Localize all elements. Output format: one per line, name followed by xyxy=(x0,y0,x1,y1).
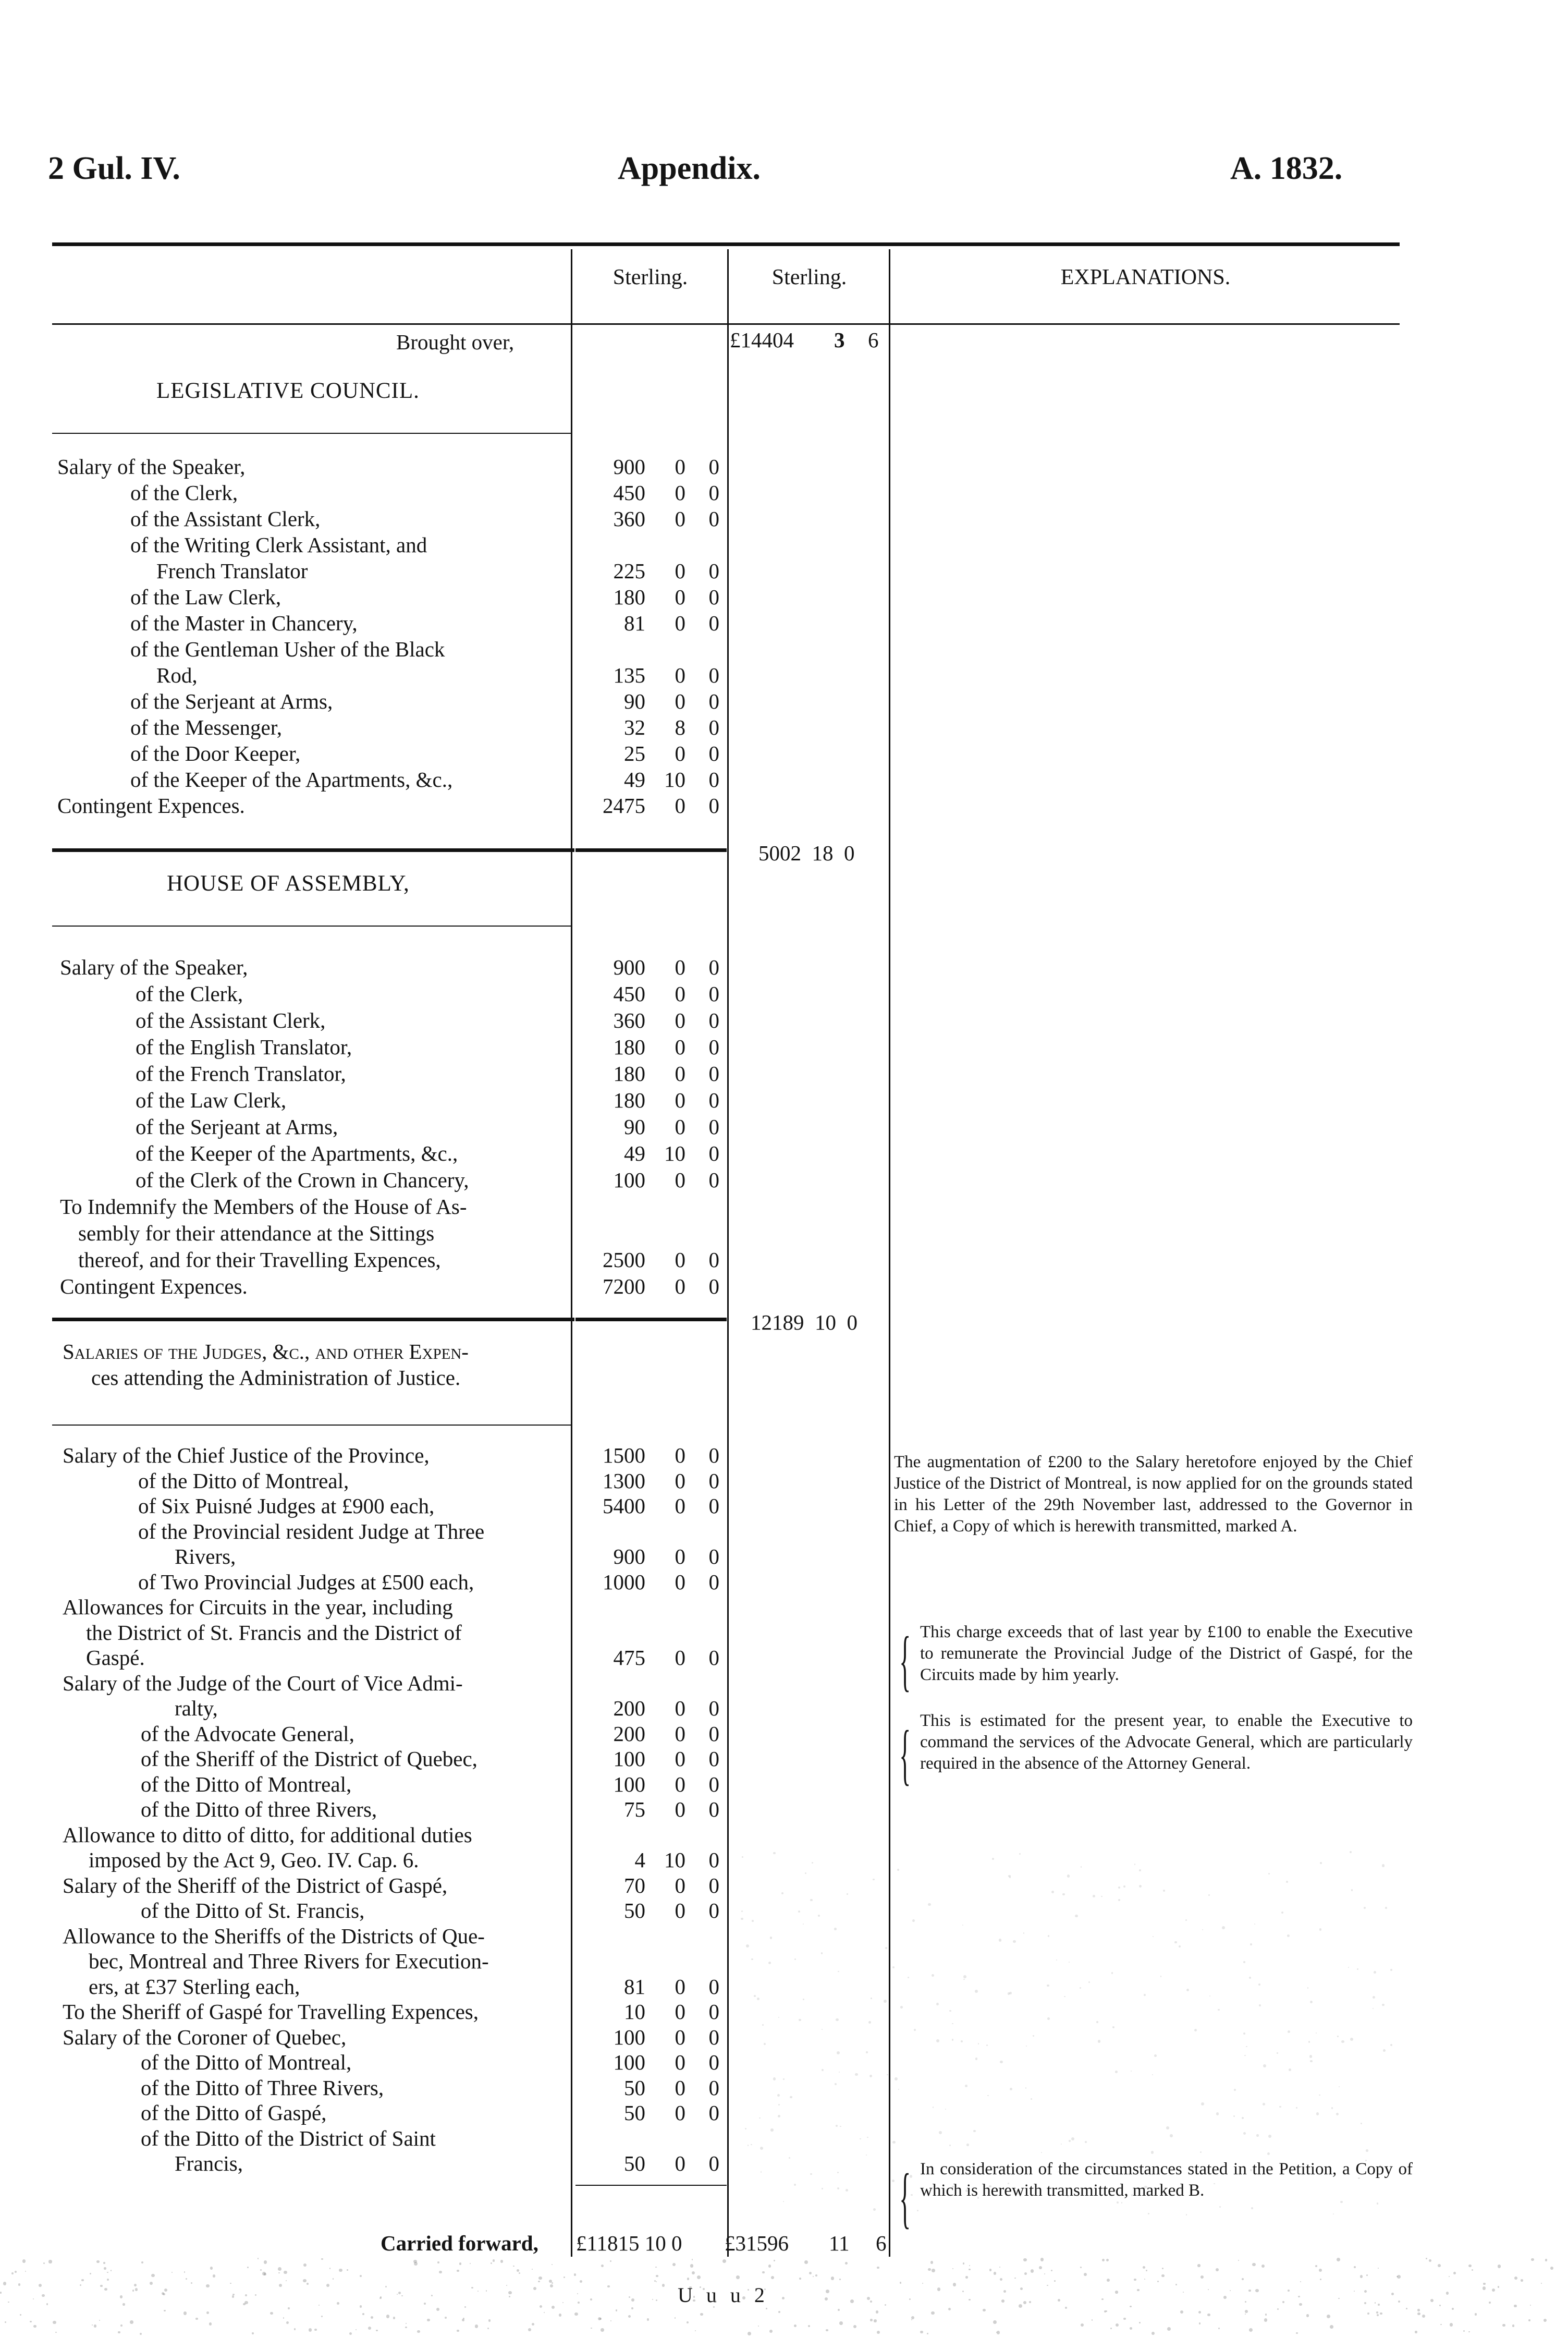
brought-over-pence: 6 xyxy=(868,328,879,352)
ledger-row xyxy=(0,1872,1568,1898)
ledger-row-shillings: 0 xyxy=(675,2000,685,2024)
ledger-row-shillings: 0 xyxy=(675,1035,685,1059)
ledger-row-label: of the French Translator, xyxy=(136,1062,346,1086)
ledger-row xyxy=(0,1114,1568,1140)
brought-over-label: Brought over, xyxy=(396,330,514,354)
ledger-row-shillings: 0 xyxy=(675,2075,685,2100)
ledger-row xyxy=(0,688,1568,714)
ledger-row-label: thereof, and for their Travelling Expences, xyxy=(78,1248,441,1272)
ledger-row xyxy=(0,1220,1568,1246)
signature-mark: U u u 2 xyxy=(678,2283,769,2307)
ledger-row xyxy=(0,766,1568,793)
ledger-row xyxy=(0,1822,1568,1848)
ledger-row-pence: 0 xyxy=(708,794,719,818)
ledger-row xyxy=(0,1847,1568,1873)
ledger-row-shillings: 0 xyxy=(675,1088,685,1112)
explanation-advocate-general: This is estimated for the present year, to enable the Executive to command the services of the Advocate General, which are particularly required in the absence of the Attorney General. xyxy=(920,1711,1413,1773)
ledger-row-pounds: 50 xyxy=(624,2101,645,2125)
ledger-row-pence: 0 xyxy=(708,1873,719,1897)
ledger-row-label: of the Ditto of Three Rivers, xyxy=(141,2075,384,2100)
ledger-row-shillings: 0 xyxy=(675,1772,685,1796)
ledger-row xyxy=(0,480,1568,506)
ledger-row-pence: 0 xyxy=(708,1721,719,1746)
ledger-row-pence: 0 xyxy=(708,1062,719,1086)
carried-forward-shillings: 11 xyxy=(829,2231,850,2255)
ledger-row-label: ralty, xyxy=(175,1696,218,1720)
ledger-row-label: of the Clerk of the Crown in Chancery, xyxy=(136,1168,469,1192)
ledger-row-shillings: 0 xyxy=(675,1274,685,1298)
ledger-row xyxy=(0,2125,1568,2151)
brought-over-amount: £14404 xyxy=(730,328,794,352)
ledger-row-pounds: 180 xyxy=(613,1062,645,1086)
ledger-row-pounds: 225 xyxy=(613,559,645,583)
ledger-row-label: of the Gentleman Usher of the Black xyxy=(130,637,445,661)
carried-forward-label: Carried forward, xyxy=(381,2231,538,2255)
ledger-row xyxy=(0,1948,1568,1974)
ledger-row-pounds: 135 xyxy=(613,663,645,687)
ledger-row-pence: 0 xyxy=(708,1772,719,1796)
ledger-row xyxy=(0,532,1568,558)
column-header-sterling-2: Sterling. xyxy=(771,265,847,289)
ledger-row-shillings: 0 xyxy=(675,982,685,1006)
ledger-row-shillings: 0 xyxy=(675,1248,685,1272)
ledger-row-pence: 0 xyxy=(708,611,719,635)
ledger-row-label: To Indemnify the Members of the House of As- xyxy=(60,1195,467,1219)
ledger-row-pounds: 7200 xyxy=(603,1274,645,1298)
brace-circuits: { xyxy=(899,1623,911,1698)
ledger-row xyxy=(0,558,1568,584)
ledger-row-label: of the Sheriff of the District of Quebec, xyxy=(141,1747,477,1771)
ledger-row-label: sembly for their attendance at the Sittings xyxy=(78,1221,435,1245)
ledger-row-label: of the Keeper of the Apartments, &c., xyxy=(130,768,453,792)
ledger-row-shillings: 0 xyxy=(675,1115,685,1139)
total-pence: 0 xyxy=(847,1310,858,1334)
ledger-row-shillings: 0 xyxy=(675,1696,685,1720)
ledger-row-label: French Translator xyxy=(156,559,308,583)
explanation-petition: In consideration of the circumstances stated in the Petition, a Copy of which is herewith transmitted, marked B. xyxy=(920,2160,1413,2200)
ledger-row xyxy=(0,1194,1568,1220)
ledger-row-label: of the Master in Chancery, xyxy=(130,611,358,635)
header-year: A. 1832. xyxy=(1230,151,1343,186)
ledger-row-pounds: 25 xyxy=(624,741,645,765)
ledger-row-pounds: 5400 xyxy=(603,1494,645,1518)
ledger-row-label: To the Sheriff of Gaspé for Travelling Expences, xyxy=(63,2000,479,2024)
column-header-sterling-1: Sterling. xyxy=(612,265,688,289)
ledger-row-shillings: 0 xyxy=(675,1168,685,1192)
ledger-row-label: of the Ditto of Montreal, xyxy=(141,2050,352,2074)
ledger-row-shillings: 0 xyxy=(675,1646,685,1670)
ledger-row-label: of the Writing Clerk Assistant, and xyxy=(130,533,427,557)
ledger-row-shillings: 0 xyxy=(675,481,685,505)
carried-forward-rule xyxy=(575,2185,727,2186)
ledger-row-shillings: 0 xyxy=(675,1062,685,1086)
ledger-row-shillings: 0 xyxy=(675,507,685,531)
brace-petition: { xyxy=(899,2160,911,2235)
ledger-row-pounds: 50 xyxy=(624,1898,645,1922)
ledger-row-label: of the Ditto of Gaspé, xyxy=(141,2101,327,2125)
ledger-row xyxy=(0,1087,1568,1113)
ledger-row-shillings: 0 xyxy=(675,1008,685,1032)
ledger-row-pence: 0 xyxy=(708,955,719,979)
ledger-row xyxy=(0,1167,1568,1193)
ledger-row xyxy=(0,1034,1568,1060)
ledger-row xyxy=(0,1061,1568,1087)
ledger-row-pence: 0 xyxy=(708,481,719,505)
ledger-row-label: bec, Montreal and Three Rivers for Execution- xyxy=(89,1949,489,1973)
ledger-row xyxy=(0,1594,1568,1620)
ledger-row xyxy=(0,636,1568,662)
ledger-row-shillings: 0 xyxy=(675,955,685,979)
ledger-row-pounds: 360 xyxy=(613,1008,645,1032)
ledger-row-pence: 0 xyxy=(708,1848,719,1872)
ledger-row-pounds: 2475 xyxy=(603,794,645,818)
total-pence: 0 xyxy=(844,841,855,865)
ledger-row-label: Allowance to the Sheriffs of the Districts of Que- xyxy=(63,1924,485,1948)
ledger-row-shillings: 0 xyxy=(675,455,685,479)
section-title-judges-line-2: ces attending the Administration of Justice. xyxy=(91,1366,461,1390)
ledger-row xyxy=(0,1140,1568,1166)
ledger-row-pence: 0 xyxy=(708,1898,719,1922)
ledger-row-label: of the Keeper of the Apartments, &c., xyxy=(136,1141,458,1165)
ledger-row-pounds: 475 xyxy=(613,1646,645,1670)
ledger-row-label: of the Ditto of the District of Saint xyxy=(141,2126,436,2150)
ledger-row-pounds: 200 xyxy=(613,1696,645,1720)
carried-forward-col2: £31596 xyxy=(725,2231,789,2255)
ledger-row-shillings: 0 xyxy=(675,1544,685,1568)
ledger-row-shillings: 0 xyxy=(675,585,685,609)
ledger-row-pounds: 360 xyxy=(613,507,645,531)
ledger-row-pounds: 4 xyxy=(634,1848,645,1872)
ledger-row-pence: 0 xyxy=(708,2075,719,2100)
ledger-row xyxy=(0,714,1568,740)
ledger-row-label: of the Door Keeper, xyxy=(130,741,301,765)
ledger-row-label: imposed by the Act 9, Geo. IV. Cap. 6. xyxy=(89,1848,419,1872)
ledger-row-label: Gaspé. xyxy=(86,1646,145,1670)
ledger-row-shillings: 0 xyxy=(675,1747,685,1771)
total-pounds: 5002 xyxy=(758,841,801,865)
ledger-row xyxy=(0,1974,1568,2000)
section-rule xyxy=(52,433,571,434)
ledger-row-label: Salary of the Speaker, xyxy=(57,455,246,479)
carried-forward-col1: £11815 10 0 xyxy=(576,2231,682,2255)
ledger-row-pence: 0 xyxy=(708,507,719,531)
ledger-row-shillings: 0 xyxy=(675,1443,685,1467)
ledger-row-shillings: 0 xyxy=(675,1468,685,1493)
ledger-row-pounds: 900 xyxy=(613,955,645,979)
ledger-row-pounds: 81 xyxy=(624,1974,645,1999)
header-title: Appendix. xyxy=(618,151,761,186)
top-rule xyxy=(52,242,1400,246)
explanation-circuits: This charge exceeds that of last year by £100 to enable the Executive to remunerate the Provincial Judge of the District of Gaspé, for the Circuits made by him yearly. xyxy=(920,1623,1413,1684)
ledger-row-pounds: 49 xyxy=(624,768,645,792)
ledger-row-pence: 0 xyxy=(708,559,719,583)
ledger-row-pounds: 180 xyxy=(613,1088,645,1112)
ledger-row-pounds: 100 xyxy=(613,1747,645,1771)
ledger-row-label: Salary of the Speaker, xyxy=(60,955,248,979)
ledger-row-pence: 0 xyxy=(708,1115,719,1139)
ledger-row-label: Salary of the Judge of the Court of Vice Admi- xyxy=(63,1671,463,1695)
ledger-row-shillings: 8 xyxy=(675,715,685,739)
ledger-row-label: of the Clerk, xyxy=(136,982,243,1006)
total-shillings: 10 xyxy=(815,1310,836,1334)
section-title-house-of-assembly: HOUSE OF ASSEMBLY, xyxy=(167,871,410,896)
ledger-row-pence: 0 xyxy=(708,1088,719,1112)
ledger-row-pounds: 180 xyxy=(613,585,645,609)
ledger-row-pence: 0 xyxy=(708,1494,719,1518)
ledger-row-label: ers, at £37 Sterling each, xyxy=(89,1974,300,1999)
subtotal-rule xyxy=(575,848,727,852)
header-session: 2 Gul. IV. xyxy=(48,151,180,186)
ledger-row-pence: 0 xyxy=(708,1696,719,1720)
header-bottom-rule xyxy=(52,323,1400,325)
ledger-row-pounds: 10 xyxy=(624,2000,645,2024)
ledger-row-pounds: 1300 xyxy=(603,1468,645,1493)
ledger-row-shillings: 0 xyxy=(675,1494,685,1518)
explanation-chief-justice: The augmentation of £200 to the Salary heretofore enjoyed by the Chief Justice of the District of Montreal, is now applied for on the grounds stated in his Letter of the 29th November last, addressed to the Governor in Chief, a Copy of which is herewith transmitted, marked A. xyxy=(894,1453,1413,1536)
ledger-row-pounds: 1500 xyxy=(603,1443,645,1467)
brought-over-shillings: 3 xyxy=(834,328,845,352)
ledger-row-label: of the Ditto of Montreal, xyxy=(138,1468,349,1493)
section-title-legislative-council: LEGISLATIVE COUNCIL. xyxy=(156,379,420,403)
ledger-row-shillings: 0 xyxy=(675,1797,685,1821)
ledger-row-pence: 0 xyxy=(708,455,719,479)
ledger-row-label: of the Serjeant at Arms, xyxy=(136,1115,338,1139)
ledger-row-shillings: 0 xyxy=(675,741,685,765)
ledger-row-pence: 0 xyxy=(708,1747,719,1771)
ledger-row-pounds: 200 xyxy=(613,1721,645,1746)
ledger-row-shillings: 0 xyxy=(675,689,685,713)
ledger-row-pounds: 1000 xyxy=(603,1569,645,1594)
ledger-row-label: of the Provincial resident Judge at Three xyxy=(138,1519,485,1543)
ledger-row-shillings: 0 xyxy=(675,1873,685,1897)
ledger-row-pence: 0 xyxy=(708,2000,719,2024)
ledger-row-label: the District of St. Francis and the District of xyxy=(86,1620,462,1645)
ledger-row-pence: 0 xyxy=(708,1141,719,1165)
ledger-row-pounds: 50 xyxy=(624,2151,645,2175)
ledger-row-shillings: 0 xyxy=(675,559,685,583)
ledger-row-label: Rivers, xyxy=(175,1544,236,1568)
ledger-row-pence: 0 xyxy=(708,2025,719,2049)
ledger-row-label: of the Ditto of St. Francis, xyxy=(141,1898,365,1922)
total-pounds: 12189 xyxy=(751,1310,804,1334)
ledger-row xyxy=(0,1796,1568,1822)
ledger-row-shillings: 10 xyxy=(664,1848,685,1872)
ledger-row-pounds: 100 xyxy=(613,2050,645,2074)
ledger-row-pounds: 49 xyxy=(624,1141,645,1165)
ledger-row-label: of the English Translator, xyxy=(136,1035,352,1059)
ledger-row xyxy=(0,1007,1568,1033)
ledger-row xyxy=(0,1897,1568,1924)
subtotal-rule xyxy=(575,1318,727,1321)
ledger-row-shillings: 10 xyxy=(664,1141,685,1165)
ledger-row xyxy=(0,584,1568,610)
ledger-row-pence: 0 xyxy=(708,1035,719,1059)
ledger-row xyxy=(0,1273,1568,1299)
ledger-row-shillings: 0 xyxy=(675,2151,685,2175)
ledger-row xyxy=(0,610,1568,636)
ledger-row-shillings: 0 xyxy=(675,2025,685,2049)
ledger-row xyxy=(0,981,1568,1007)
ledger-row-pounds: 100 xyxy=(613,1772,645,1796)
ledger-row xyxy=(0,740,1568,766)
ledger-row-pounds: 450 xyxy=(613,982,645,1006)
ledger-row xyxy=(0,2024,1568,2050)
ledger-row-shillings: 0 xyxy=(675,2101,685,2125)
ledger-row-label: of the Ditto of Montreal, xyxy=(141,1772,352,1796)
ledger-row-pounds: 90 xyxy=(624,689,645,713)
ledger-row xyxy=(0,793,1568,819)
ledger-row-label: Salary of the Chief Justice of the Province, xyxy=(63,1443,430,1467)
ledger-row-pence: 0 xyxy=(708,1974,719,1999)
ledger-row-pounds: 2500 xyxy=(603,1248,645,1272)
brace-advocate: { xyxy=(899,1717,911,1792)
ledger-row-label: of Six Puisné Judges at £900 each, xyxy=(138,1494,435,1518)
ledger-row-pence: 0 xyxy=(708,1797,719,1821)
subtotal-rule xyxy=(52,1318,574,1321)
ledger-row-label: of the Assistant Clerk, xyxy=(130,507,321,531)
ledger-row-shillings: 0 xyxy=(675,794,685,818)
column-header-explanations: EXPLANATIONS. xyxy=(1060,265,1231,289)
ledger-row-pounds: 70 xyxy=(624,1873,645,1897)
ledger-row xyxy=(0,2100,1568,2126)
ledger-row-pence: 0 xyxy=(708,1544,719,1568)
ledger-row-pounds: 81 xyxy=(624,611,645,635)
ledger-row-label: of the Law Clerk, xyxy=(130,585,281,609)
ledger-row-pence: 0 xyxy=(708,2151,719,2175)
ledger-row-pence: 0 xyxy=(708,1646,719,1670)
ledger-row-shillings: 0 xyxy=(675,1569,685,1594)
ledger-row-pounds: 450 xyxy=(613,481,645,505)
ledger-row xyxy=(0,506,1568,532)
ledger-row-pence: 0 xyxy=(708,715,719,739)
ledger-row-label: Francis, xyxy=(175,2151,243,2175)
ledger-row xyxy=(0,2049,1568,2075)
ledger-row xyxy=(0,1999,1568,2025)
ledger-row-pounds: 75 xyxy=(624,1797,645,1821)
ledger-row-pounds: 180 xyxy=(613,1035,645,1059)
ledger-row-label: Contingent Expences. xyxy=(60,1274,248,1298)
ledger-row-pence: 0 xyxy=(708,2050,719,2074)
ledger-row-pounds: 50 xyxy=(624,2075,645,2100)
ledger-row xyxy=(0,1543,1568,1569)
ledger-row-label: Rod, xyxy=(156,663,198,687)
ledger-row-label: of the Advocate General, xyxy=(141,1721,354,1746)
house-of-assembly-total xyxy=(751,1310,858,1335)
ledger-row-pounds: 90 xyxy=(624,1115,645,1139)
ledger-row-shillings: 0 xyxy=(675,663,685,687)
section-rule xyxy=(52,926,571,927)
ledger-row-pence: 0 xyxy=(708,2101,719,2125)
ledger-row-pence: 0 xyxy=(708,663,719,687)
ledger-row-shillings: 0 xyxy=(675,1721,685,1746)
ledger-row-shillings: 0 xyxy=(675,1898,685,1922)
ledger-row xyxy=(0,454,1568,480)
ledger-row xyxy=(0,1569,1568,1595)
ledger-row-label: Contingent Expences. xyxy=(57,794,245,818)
ledger-row xyxy=(0,954,1568,980)
ledger-row-shillings: 0 xyxy=(675,611,685,635)
ledger-row-pence: 0 xyxy=(708,1569,719,1594)
ledger-row xyxy=(0,662,1568,688)
ledger-row xyxy=(0,1923,1568,1949)
ledger-row-pence: 0 xyxy=(708,1274,719,1298)
ledger-row-pence: 0 xyxy=(708,585,719,609)
subtotal-rule xyxy=(52,848,574,852)
ledger-row-label: of the Serjeant at Arms, xyxy=(130,689,333,713)
ledger-row-shillings: 10 xyxy=(664,768,685,792)
ledger-row-label: of the Ditto of three Rivers, xyxy=(141,1797,377,1821)
ledger-row-pence: 0 xyxy=(708,1008,719,1032)
legislative-council-total xyxy=(758,841,855,866)
ledger-row-pence: 0 xyxy=(708,689,719,713)
ledger-row-label: of the Messenger, xyxy=(130,715,282,739)
ledger-row-label: of the Assistant Clerk, xyxy=(136,1008,326,1032)
ledger-row-shillings: 0 xyxy=(675,2050,685,2074)
section-title-judges-line-1: Salaries of the Judges, &c., and other Expen- xyxy=(63,1340,469,1364)
ledger-row-pence: 0 xyxy=(708,982,719,1006)
ledger-row-label: of Two Provincial Judges at £500 each, xyxy=(138,1569,474,1594)
ledger-row-pence: 0 xyxy=(708,768,719,792)
ledger-row-label: of the Law Clerk, xyxy=(136,1088,287,1112)
ledger-row-pence: 0 xyxy=(708,1443,719,1467)
ledger-row-pounds: 900 xyxy=(613,1544,645,1568)
ledger-row-pence: 0 xyxy=(708,1248,719,1272)
ledger-row-pence: 0 xyxy=(708,1468,719,1493)
ledger-row-pence: 0 xyxy=(708,1168,719,1192)
ledger-row xyxy=(0,1247,1568,1273)
ledger-row-label: of the Clerk, xyxy=(130,481,238,505)
ledger-row-label: Salary of the Sheriff of the District of Gaspé, xyxy=(63,1873,448,1897)
ledger-row-pounds: 900 xyxy=(613,455,645,479)
ledger-row xyxy=(0,1771,1568,1797)
ledger-row-pounds: 100 xyxy=(613,1168,645,1192)
ledger-row-label: Allowances for Circuits in the year, including xyxy=(63,1595,453,1619)
ledger-row-shillings: 0 xyxy=(675,1974,685,1999)
ledger-row-pounds: 100 xyxy=(613,2025,645,2049)
ledger-row-pounds: 32 xyxy=(624,715,645,739)
ledger-row-pence: 0 xyxy=(708,741,719,765)
total-shillings: 18 xyxy=(812,841,834,865)
carried-forward-pence: 6 xyxy=(876,2231,887,2255)
ledger-row-label: Allowance to ditto of ditto, for additional duties xyxy=(63,1822,472,1847)
ledger-row-label: Salary of the Coroner of Quebec, xyxy=(63,2025,347,2049)
section-rule xyxy=(52,1425,571,1426)
